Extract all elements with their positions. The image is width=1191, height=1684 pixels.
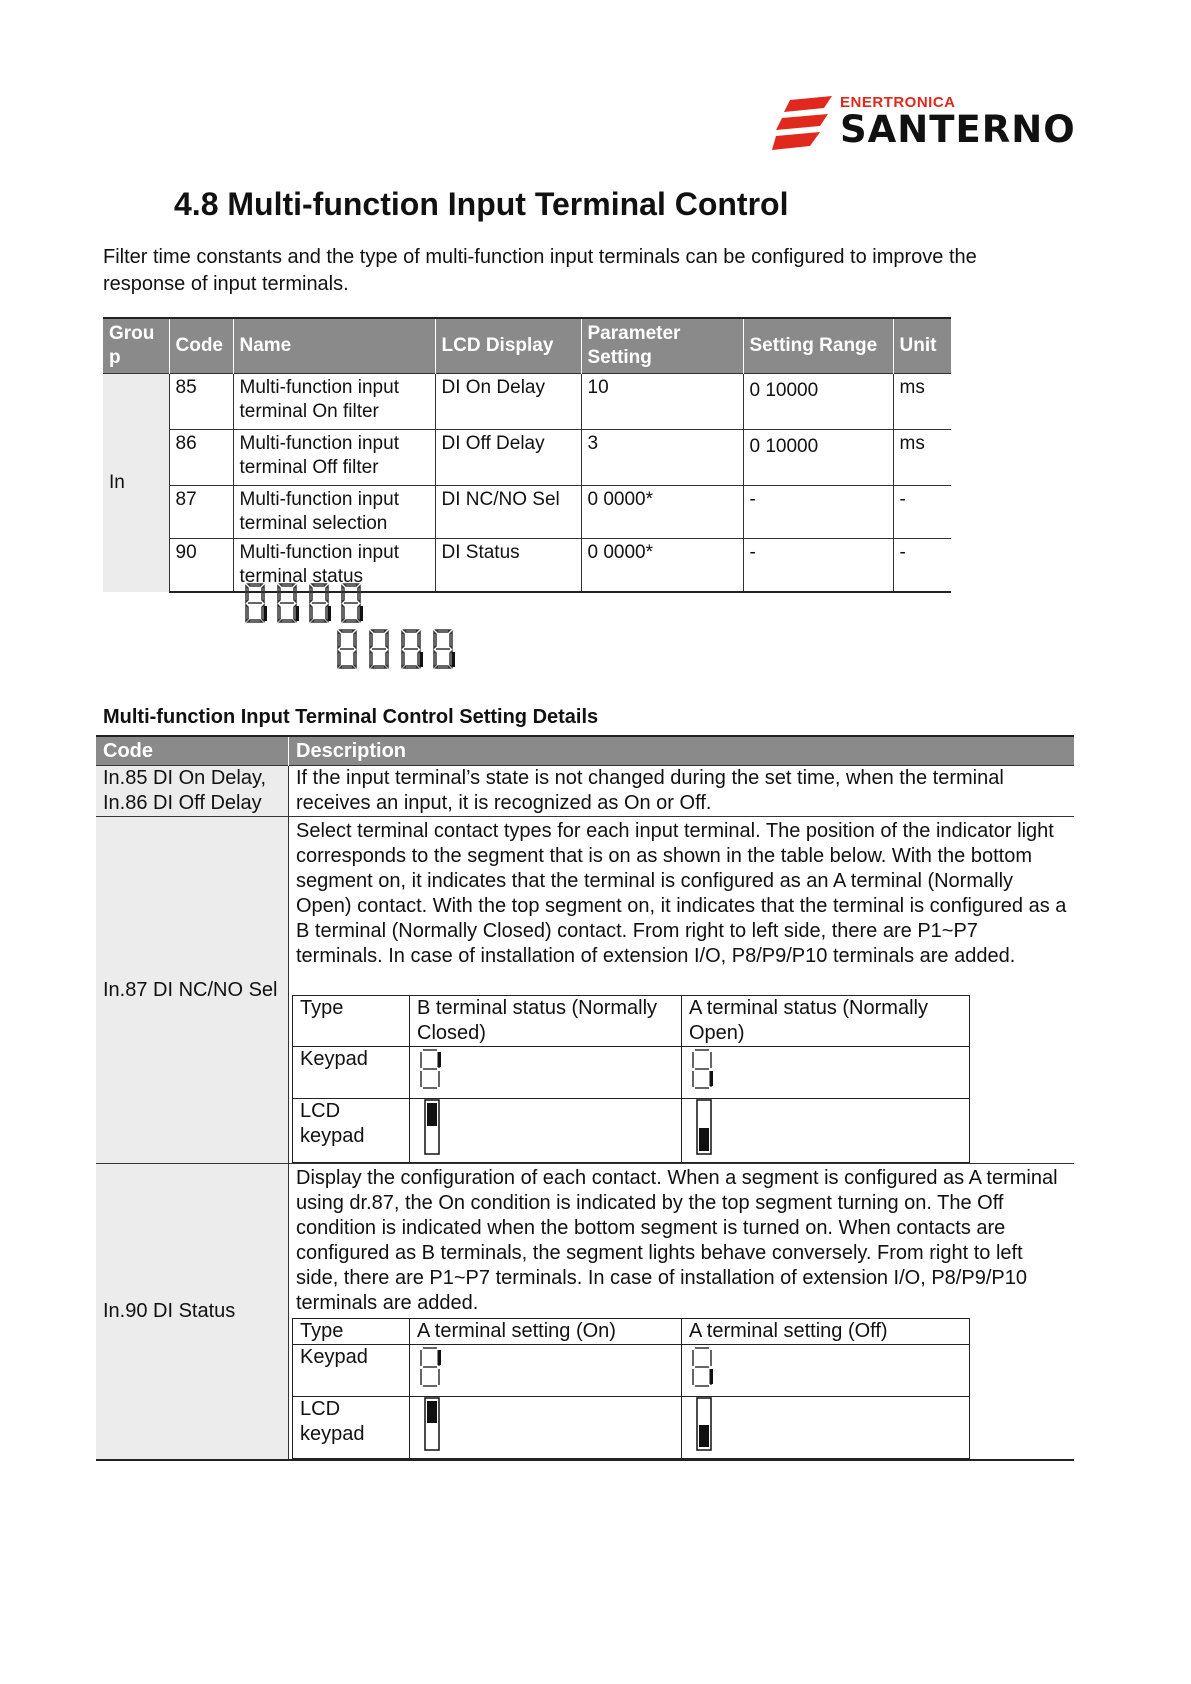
lcd-switch-bottom-icon <box>696 1099 712 1155</box>
header-parameter-setting: Parameter Setting <box>581 318 743 374</box>
name-cell: Multi-function input terminal status <box>233 539 435 593</box>
lcd-switch-bottom-icon <box>696 1397 712 1451</box>
lcd-off-cell <box>682 1397 970 1459</box>
setting-cell: 0 0000* <box>581 539 743 593</box>
inner-header-on: A terminal setting (On) <box>410 1319 682 1345</box>
unit-cell: ms <box>893 430 951 486</box>
table-row <box>96 817 1074 1164</box>
inner-header-type: Type <box>293 1319 410 1345</box>
inner-header-a: A terminal status (Normally Open) <box>682 996 970 1047</box>
segment-bottom-on-icon <box>689 1345 719 1389</box>
description-text: Select terminal contact types for each input terminal. The position of the indicator light corresponds to the segment that is on as shown in the table below. With the bottom segment on, it indicates that the terminal is configured as an A terminal (Normally Open) contact. With the top segment on, it indicates that the terminal is configured as a B terminal (Normally Closed) contact. From right to left side, there are P1~P7 terminals. In case of installation of extension I/O, P8/P9/P10 terminals are added. <box>296 820 1067 967</box>
table-row <box>96 1164 1074 1461</box>
range-cell: - <box>743 486 893 539</box>
santerno-logo-icon <box>770 94 836 156</box>
lcd-segment-a-cell <box>682 1099 970 1163</box>
name-cell: Multi-function input terminal selection <box>233 486 435 539</box>
setting-cell: 3 <box>581 430 743 486</box>
keypad-segment-b-cell <box>410 1047 682 1099</box>
range-cell: 0 10000 <box>743 430 893 486</box>
setting-cell: 0 0000* <box>581 486 743 539</box>
table-row <box>103 539 951 593</box>
section-title: 4.8 Multi-function Input Terminal Control <box>174 186 789 222</box>
inner-header-type: Type <box>293 996 410 1047</box>
code-cell: In.87 DI NC/NO Sel <box>96 817 289 1164</box>
lcd-segment-b-cell <box>410 1099 682 1163</box>
unit-cell: ms <box>893 374 951 430</box>
header-unit: Unit <box>893 318 951 374</box>
lcd-cell: DI Status <box>435 539 581 593</box>
details-header-row <box>96 736 1074 766</box>
header-name: Name <box>233 318 435 374</box>
keypad-off-cell <box>682 1345 970 1397</box>
code-cell: 90 <box>169 539 233 593</box>
segment-top-on-icon <box>417 1345 447 1389</box>
header-code: Code <box>96 736 289 766</box>
table-row <box>103 374 951 430</box>
segment-bottom-on-icon <box>689 1047 719 1091</box>
lcd-cell: DI Off Delay <box>435 430 581 486</box>
inner-row-lcd-keypad: LCD keypad <box>293 1099 410 1163</box>
table-row <box>96 766 1074 817</box>
details-heading: Multi-function Input Terminal Control Setting Details <box>103 706 599 728</box>
inner-header-b: B terminal status (Normally Closed) <box>410 996 682 1047</box>
logo-main-text: SANTERNO <box>840 108 1076 151</box>
brand-logo <box>770 90 1090 160</box>
code-cell: 86 <box>169 430 233 486</box>
table-row <box>103 486 951 539</box>
keypad-on-cell <box>410 1345 682 1397</box>
group-cell: In <box>103 374 169 593</box>
seven-segment-display-top-icon <box>240 580 380 626</box>
table-header-row <box>103 318 951 374</box>
details-table <box>96 735 1074 1461</box>
status-table <box>292 1318 970 1459</box>
name-cell: Multi-function input terminal On filter <box>233 374 435 430</box>
header-setting-range: Setting Range <box>743 318 893 374</box>
intro-paragraph: Filter time constants and the type of multi-function input terminals can be configured to improve the response of input terminals. <box>103 246 977 295</box>
code-cell: 87 <box>169 486 233 539</box>
range-cell: - <box>743 539 893 593</box>
header-code: Code <box>169 318 233 374</box>
unit-cell: - <box>893 486 951 539</box>
header-lcd-display: LCD Display <box>435 318 581 374</box>
name-cell: Multi-function input terminal Off filter <box>233 430 435 486</box>
keypad-segment-a-cell <box>682 1047 970 1099</box>
inner-row-keypad: Keypad <box>293 1047 410 1099</box>
lcd-switch-top-icon <box>424 1397 440 1451</box>
description-text: Display the configuration of each contact. When a segment is configured as A terminal using dr.87, the On condition is indicated by the top segment turning on. The Off condition is indicated when the bottom segment is turned on. When contacts are configured as B terminals, the segment lights behave conversely. From right to left side, there are P1~P7 terminals. In case of installation of extension I/O, P8/P9/P10 terminals are added. <box>296 1167 1058 1314</box>
contact-type-table <box>292 995 970 1163</box>
description-cell: If the input terminal’s state is not changed during the set time, when the terminal receives an input, it is recognized as On or Off. <box>289 766 1075 817</box>
logo-top-text: ENERTRONICA <box>840 94 956 111</box>
table-row <box>103 430 951 486</box>
code-cell: 85 <box>169 374 233 430</box>
range-cell: 0 10000 <box>743 374 893 430</box>
inner-row-keypad: Keypad <box>293 1345 410 1397</box>
lcd-switch-top-icon <box>424 1099 440 1155</box>
description-cell <box>289 817 1075 1164</box>
unit-cell: - <box>893 539 951 593</box>
header-description: Description <box>289 736 1075 766</box>
setting-cell: 10 <box>581 374 743 430</box>
code-line: In.86 DI Off Delay <box>103 792 262 814</box>
lcd-cell: DI On Delay <box>435 374 581 430</box>
lcd-cell: DI NC/NO Sel <box>435 486 581 539</box>
parameter-table <box>103 317 951 593</box>
inner-header-off: A terminal setting (Off) <box>682 1319 970 1345</box>
code-cell: In.90 DI Status <box>96 1164 289 1461</box>
seven-segment-display-bottom-icon <box>332 626 472 672</box>
segment-top-on-icon <box>417 1047 447 1091</box>
header-group: Grou p <box>103 318 169 374</box>
code-cell <box>96 766 289 817</box>
lcd-on-cell <box>410 1397 682 1459</box>
description-cell <box>289 1164 1075 1461</box>
code-line: In.85 DI On Delay, <box>103 767 267 789</box>
inner-row-lcd-keypad: LCD keypad <box>293 1397 410 1459</box>
